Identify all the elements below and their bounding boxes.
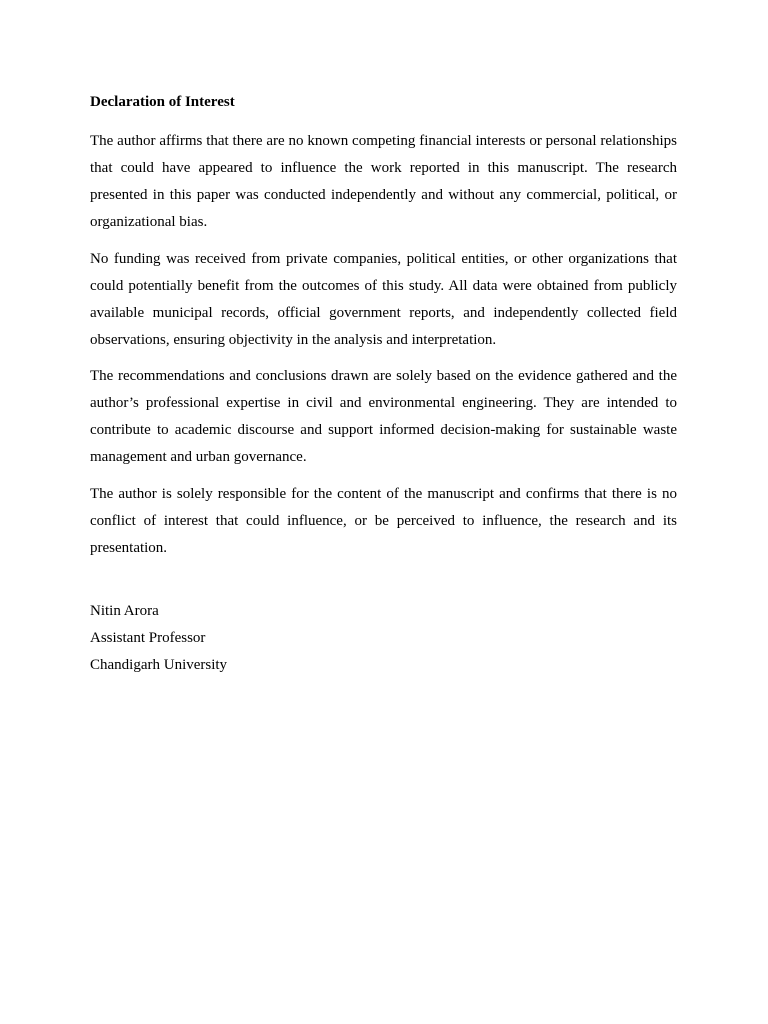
paragraph-recommendations: The recommendations and conclusions drawn are solely based on the evidence gathered and the author’s professional expertise in civil and environmental engineering. They are intended to contribute to academic discourse and support informed decision-making for sustainable waste management and urban governance. — [90, 368, 677, 465]
author-name: Nitin Arora — [90, 603, 159, 619]
paragraph-responsibility: The author is solely responsible for the content of the manuscript and confirms that there is no conflict of interest that could influence, or be perceived to influence, the research and its presentation. — [90, 486, 677, 556]
document-page — [90, 91, 677, 679]
author-position: Assistant Professor — [90, 630, 206, 646]
signature-block — [90, 598, 677, 679]
document-title: Declaration of Interest — [90, 94, 235, 110]
paragraph-funding: No funding was received from private companies, political entities, or other organizations that could potentially benefit from the outcomes of this study. All data were obtained from publicly available municipal records, official government reports, and independently collected field observations, ensuring objectivity in the analysis and interpretation. — [90, 251, 677, 348]
paragraph-competing-interests: The author affirms that there are no known competing financial interests or personal relationships that could have appeared to influence the work reported in this manuscript. The research presented in this paper was conducted independently and without any commercial, political, or organizational bias. — [90, 133, 677, 230]
author-institution: Chandigarh University — [90, 657, 228, 673]
